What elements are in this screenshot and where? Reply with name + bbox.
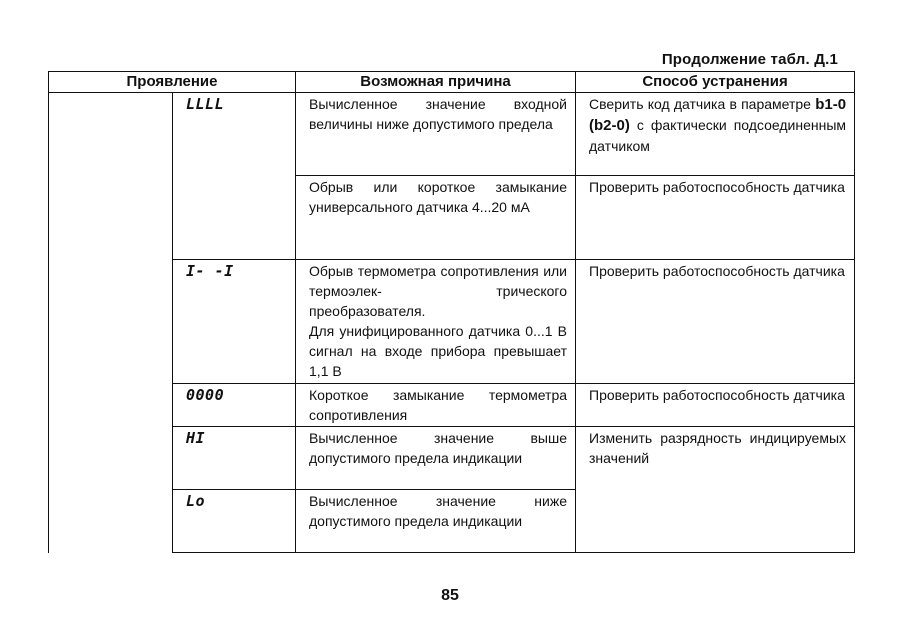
display-code-short: 0000: [186, 386, 225, 404]
remedy-cell: [576, 93, 855, 176]
cause-cell: Вычисленное значение выше допустимого предела индикации: [296, 427, 576, 490]
cause-cell: Вычисленное значение ниже допустимого предела индикации: [296, 490, 576, 553]
cause-cell: Обрыв или короткое замыкание универсального датчика 4...20 мА: [296, 176, 576, 260]
remedy-cell: Проверить работоспособность датчика: [576, 176, 855, 260]
blank-margin-cell: [49, 93, 173, 553]
cause-cell: Короткое замыкание термометра сопротивления: [296, 384, 576, 427]
cause-text: Для унифицированного датчика 0...1 В сигнал на входе прибора превышает 1,1 В: [309, 323, 568, 379]
cause-text: Обрыв термометра сопротивления или термоэлек- трического преобразователя.: [309, 263, 568, 319]
remedy-cell: Изменить разрядность индицируемых значений: [576, 427, 855, 553]
remedy-text: Сверить код датчика в параметре: [589, 96, 811, 112]
table-continuation-caption: Продолжение табл. Д.1: [661, 51, 838, 68]
display-code-break: I- -I: [186, 262, 234, 280]
remedy-text: с фактически подсоединенным датчиком: [589, 117, 847, 154]
display-code-low: Lo: [186, 492, 206, 510]
symptom-cell-short: [173, 384, 296, 427]
cause-cell: [296, 260, 576, 384]
table-header-row: [49, 72, 855, 93]
symptom-cell-low: [173, 490, 296, 553]
remedy-cell: Проверить работоспособность датчика: [576, 384, 855, 427]
symptom-cell-llll: [173, 93, 296, 260]
header-remedy: Способ устранения: [576, 72, 855, 93]
parameter-code: b1-0 (b2-0): [589, 96, 847, 134]
troubleshooting-table: [48, 71, 855, 553]
display-code-high: HI: [186, 429, 206, 447]
cause-cell: Вычисленное значение входной величины ниже допустимого предела: [296, 93, 576, 176]
header-symptom: Проявление: [49, 72, 296, 93]
header-cause: Возможная причина: [296, 72, 576, 93]
table-row: [49, 93, 855, 176]
symptom-cell-break: [173, 260, 296, 384]
symptom-cell-high: [173, 427, 296, 490]
display-code-llll: LLLL: [186, 95, 225, 113]
remedy-cell: Проверить работоспособность датчика: [576, 260, 855, 384]
page-number: 85: [441, 587, 459, 604]
